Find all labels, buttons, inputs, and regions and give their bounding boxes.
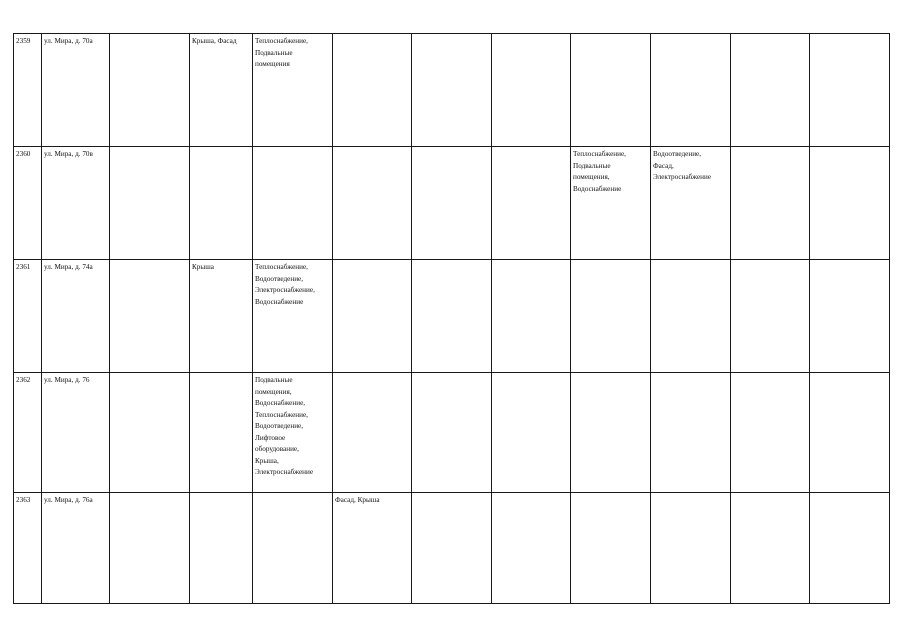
table-cell (190, 493, 253, 604)
table-cell (333, 260, 412, 373)
address-cell: ул. Мира, д. 70а (42, 34, 110, 147)
table-cell (492, 34, 571, 147)
table-cell (110, 260, 190, 373)
table-cell (253, 493, 333, 604)
table-cell (571, 493, 651, 604)
table-cell (651, 373, 731, 493)
address-cell: ул. Мира, д. 76 (42, 373, 110, 493)
row-number-cell: 2359 (14, 34, 42, 147)
table-cell (651, 34, 731, 147)
table-cell: Теплоснабжение, Водоотведение, Электроснабжение, Водоснабжение (253, 260, 333, 373)
table-cell (810, 373, 890, 493)
table-cell: Теплоснабжение, Подвальные помещения, Водоснабжение (571, 147, 651, 260)
address-cell: ул. Мира, д. 70в (42, 147, 110, 260)
table-cell (333, 147, 412, 260)
table-row (14, 147, 890, 260)
table-cell (412, 34, 492, 147)
table-cell (651, 260, 731, 373)
table-cell (731, 34, 810, 147)
address-cell: ул. Мира, д. 76а (42, 493, 110, 604)
table-cell (190, 373, 253, 493)
table-cell (492, 147, 571, 260)
table-cell: Теплоснабжение, Подвальные помещения (253, 34, 333, 147)
table-row (14, 34, 890, 147)
table-cell: Водоотведение, Фасад, Электроснабжение (651, 147, 731, 260)
table-cell (333, 373, 412, 493)
table-cell (190, 147, 253, 260)
table-cell (412, 260, 492, 373)
table-cell (412, 147, 492, 260)
table-cell (333, 34, 412, 147)
table-cell (412, 493, 492, 604)
row-number-cell: 2361 (14, 260, 42, 373)
table-row (14, 493, 890, 604)
table-cell: Крыша (190, 260, 253, 373)
table-cell (731, 147, 810, 260)
table-cell (571, 373, 651, 493)
table-row (14, 260, 890, 373)
row-number-cell: 2362 (14, 373, 42, 493)
table-cell (110, 493, 190, 604)
table-cell (731, 493, 810, 604)
table-cell (110, 373, 190, 493)
table-row (14, 373, 890, 493)
table-cell: Подвальные помещения, Водоснабжение, Теплоснабжение, Водоотведение, Лифтовое оборудование, Крыша, Электроснабжение (253, 373, 333, 493)
table-cell (810, 260, 890, 373)
row-number-cell: 2360 (14, 147, 42, 260)
table-cell (731, 373, 810, 493)
address-cell: ул. Мира, д. 74а (42, 260, 110, 373)
table-cell (651, 493, 731, 604)
table-cell (492, 260, 571, 373)
table-cell (571, 260, 651, 373)
row-number-cell: 2363 (14, 493, 42, 604)
repair-schedule-table (13, 33, 890, 604)
table-cell (571, 34, 651, 147)
table-cell (412, 373, 492, 493)
table-cell (492, 493, 571, 604)
table-cell (810, 493, 890, 604)
table-cell (110, 147, 190, 260)
table-cell (731, 260, 810, 373)
table-cell (810, 34, 890, 147)
table-cell (810, 147, 890, 260)
table-cell (253, 147, 333, 260)
table-cell: Фасад, Крыша (333, 493, 412, 604)
table-cell: Крыша, Фасад (190, 34, 253, 147)
table-cell (492, 373, 571, 493)
table-cell (110, 34, 190, 147)
